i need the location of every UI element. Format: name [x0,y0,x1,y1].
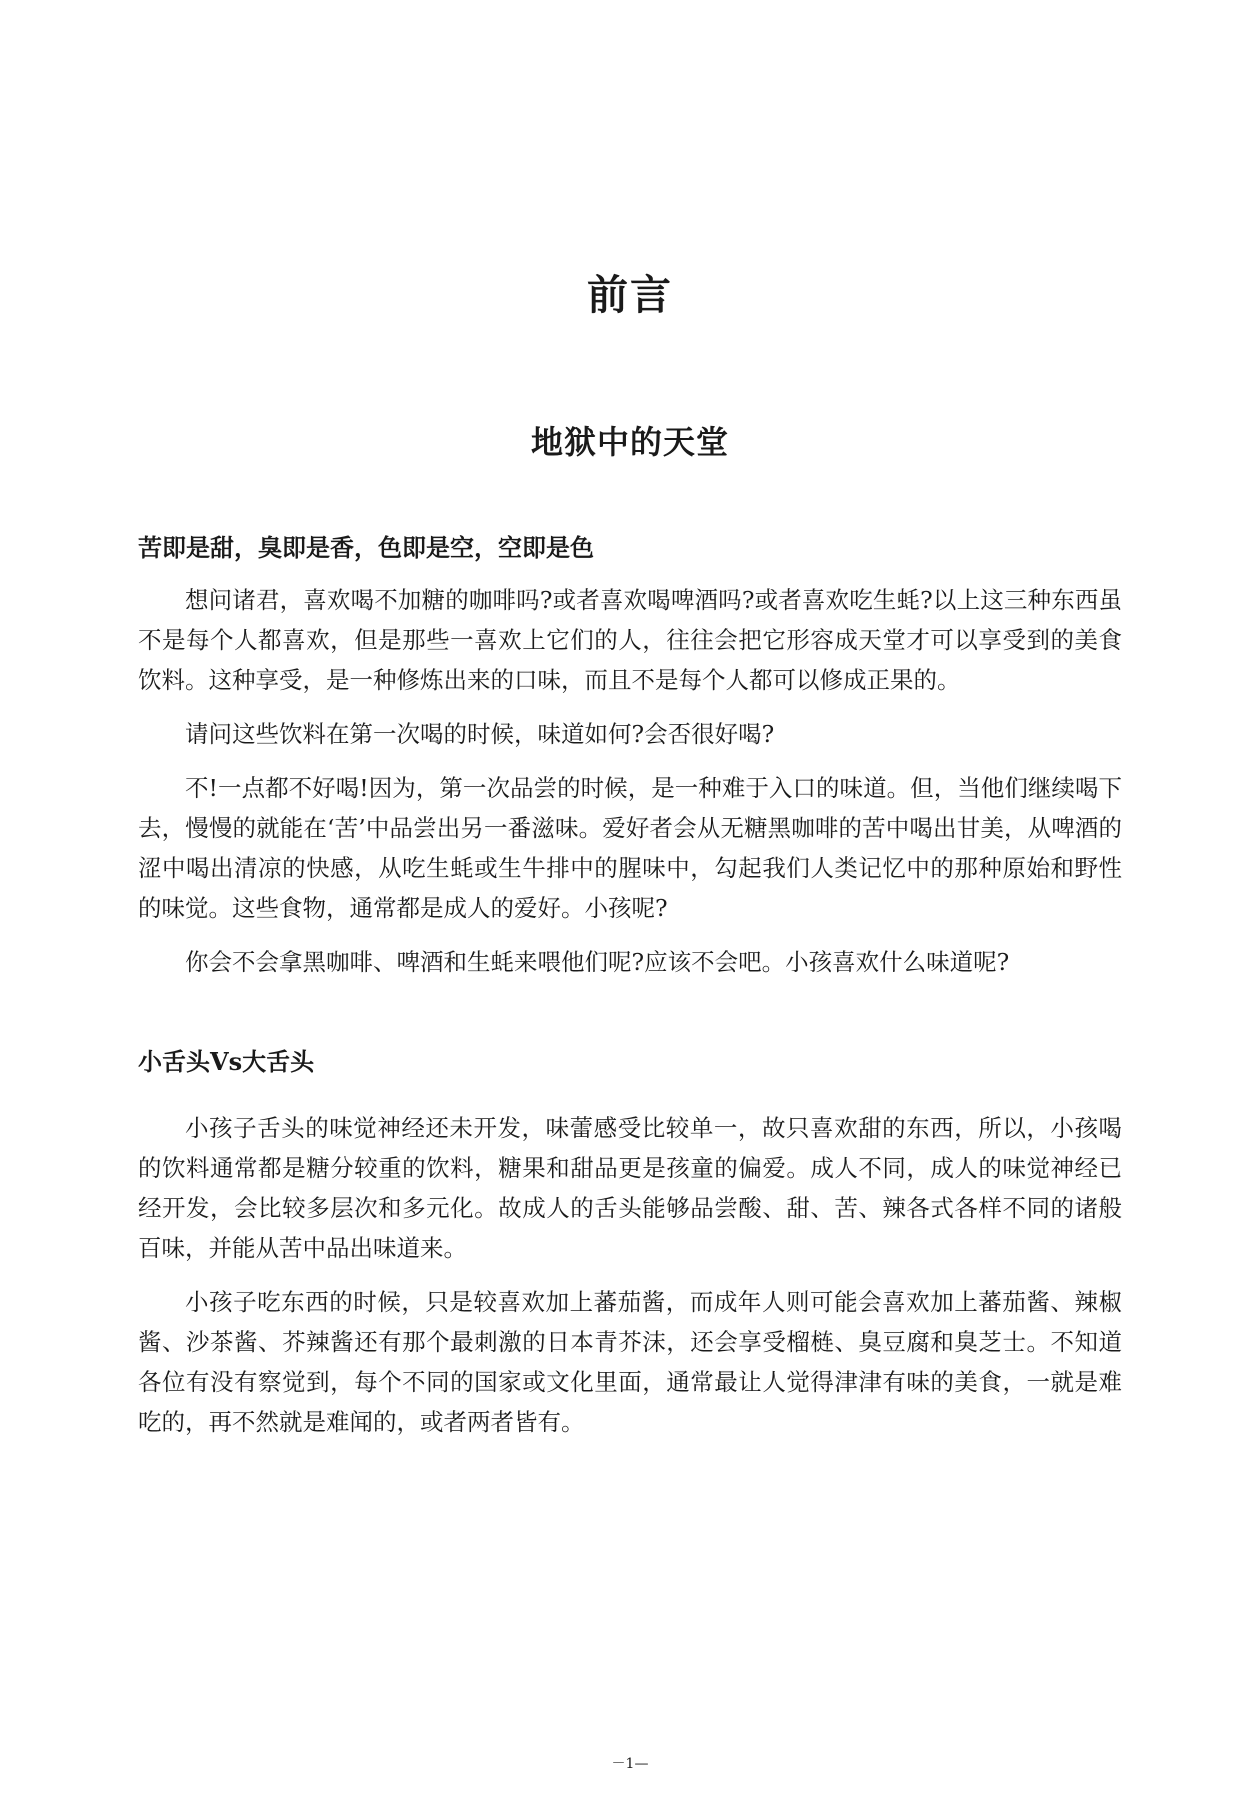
page-number: －1— [611,1756,649,1772]
chapter-title: 前言 [587,271,673,319]
subsection-heading: 苦即是甜，臭即是香，色即是空，空即是色 [138,533,594,562]
section-spacer [138,996,1122,1042]
paragraph: 想问诸君，喜欢喝不加糖的咖啡吗?或者喜欢喝啤酒吗?或者喜欢吃生蚝?以上这三种东西虽不是每个人都喜欢，但是那些一喜欢上它们的人，往往会把它形容成天堂才可以享受到的美食饮料。这种享受，是一种修炼出来的口味，而且不是每个人都可以修成正果的。 [138,586,1122,694]
paragraph: 小孩子吃东西的时候，只是较喜欢加上蕃茄酱，而成年人则可能会喜欢加上蕃茄酱、辣椒酱、沙茶酱、芥辣酱还有那个最刺激的日本青芥沫，还会享受榴梿、臭豆腐和臭芝士。不知道各位有没有察觉到，每个不同的国家或文化里面，通常最让人觉得津津有味的美食，一就是难吃的，再不然就是难闻的，或者两者皆有。 [138,1288,1122,1436]
section-title: 地狱中的天堂 [530,423,729,461]
paragraph: 不!一点都不好喝!因为，第一次品尝的时候，是一种难于入口的味道。但，当他们继续喝下去，慢慢的就能在‘苦’中品尝出另一番滋味。爱好者会从无糖黑咖啡的苦中喝出甘美，从啤酒的涩中喝出清凉的快感，从吃生蚝或生牛排中的腥味中，勾起我们人类记忆中的那种原始和野性的味觉。这些食物，通常都是成人的爱好。小孩呢? [138,774,1122,922]
subsection-heading: 小舌头Vs大舌头 [138,1047,315,1076]
paragraph: 请问这些饮料在第一次喝的时候，味道如何?会否很好喝? [185,720,775,748]
paragraph: 你会不会拿黑咖啡、啤酒和生蚝来喂他们呢?应该不会吧。小孩喜欢什么味道呢? [185,948,1010,976]
body-content [138,528,1122,1456]
paragraph: 小孩子舌头的味觉神经还未开发，味蕾感受比较单一，故只喜欢甜的东西，所以，小孩喝的饮料通常都是糖分较重的饮料，糖果和甜品更是孩童的偏爱。成人不同，成人的味觉神经已经开发，会比较多层次和多元化。故成人的舌头能够品尝酸、甜、苦、辣各式各样不同的诸般百味，并能从苦中品出味道来。 [138,1114,1122,1262]
